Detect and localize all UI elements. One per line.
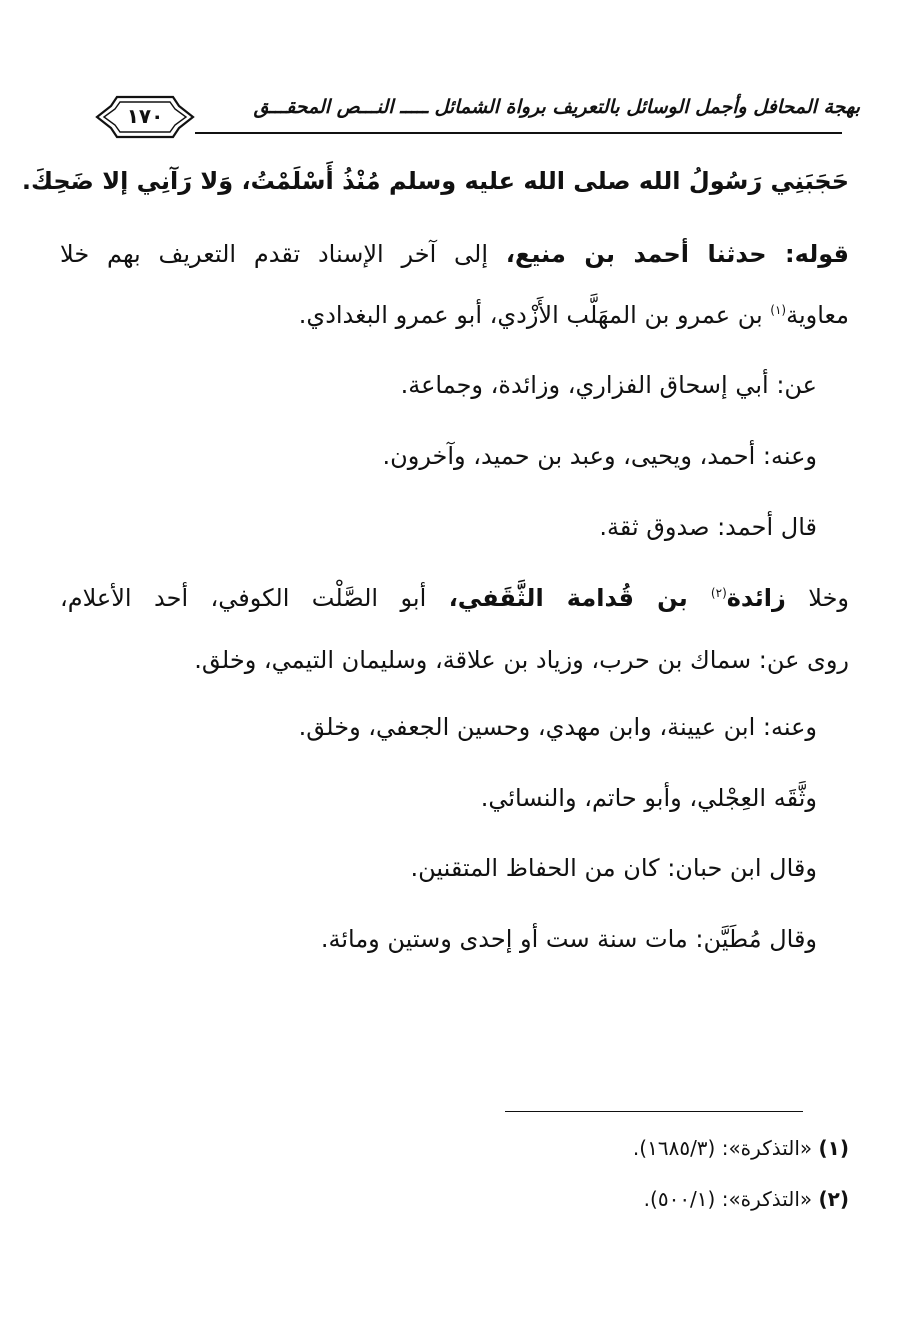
- teachers-line: عن: أبي إسحاق الفزاري، وزائدة، وجماعة.: [400, 371, 817, 399]
- grading-line: قال أحمد: صدوق ثقة.: [599, 513, 817, 541]
- grading-line: وقال ابن حبان: كان من الحفاظ المتقنين.: [410, 854, 817, 882]
- page-number-badge: [95, 94, 195, 140]
- quoted-isnad: قوله: حدثنا أحمد بن منيع،: [505, 240, 849, 268]
- footnote-ref: (١): [770, 303, 787, 317]
- footnote-number: (١): [818, 1136, 849, 1160]
- footnote-number: (٢): [818, 1187, 849, 1211]
- footnote: [644, 1184, 849, 1214]
- narrator-name: معاوية: [786, 301, 849, 329]
- connector-word: وخلا: [785, 584, 850, 612]
- grading-line: وثَّقَه العِجْلي، وأبو حاتم، والنسائي.: [480, 784, 817, 812]
- students-line: وعنه: أحمد، ويحيى، وعبد بن حميد، وآخرون.: [382, 442, 817, 470]
- narrator-lineage: بن عمرو بن المهَلَّب الأَزْدي، أبو عمرو البغدادي.: [298, 301, 771, 329]
- hadith-text-line: حَجَبَنِي رَسُولُ الله صلى الله عليه وسلم مُنْذُ أَسْلَمْتُ، وَلا رَآنِي إلا ضَحِكَ.: [21, 167, 849, 195]
- narrator-lineage: بن قُدامة الثَّقَفي،: [448, 584, 711, 612]
- teachers-line: روى عن: سماك بن حرب، وزياد بن علاقة، وسليمان التيمي، وخلق.: [194, 646, 849, 674]
- footnote-text: «التذكرة»: (١٦٨٥/٣).: [632, 1136, 819, 1160]
- footnote-separator: [505, 1111, 803, 1112]
- narrator-name: زائدة: [726, 584, 786, 612]
- page-number: ١٧٠: [126, 104, 164, 128]
- narrator-line: [299, 297, 849, 333]
- students-line: وعنه: ابن عيينة، وابن مهدي، وحسين الجعفي، وخلق.: [298, 713, 817, 741]
- footnote-ref: (٢): [710, 586, 727, 600]
- death-date-line: وقال مُطَيَّن: مات سنة ست أو إحدى وستين ومائة.: [320, 925, 817, 953]
- commentary-line: [60, 236, 849, 272]
- footnote: [633, 1133, 849, 1163]
- running-header: [95, 92, 860, 142]
- narrator-line: [60, 580, 849, 616]
- commentary-text: إلى آخر الإسناد تقدم التعريف بهم خلا: [60, 240, 506, 268]
- header-title: بهجة المحافل وأجمل الوسائل بالتعريف برواة الشمائل ـــــ النـــص المحقـــق: [253, 96, 860, 118]
- footnote-text: «التذكرة»: (٥٠٠/١).: [643, 1187, 819, 1211]
- header-rule: [195, 132, 842, 134]
- narrator-kunya: أبو الصَّلْت الكوفي، أحد الأعلام،: [60, 584, 449, 612]
